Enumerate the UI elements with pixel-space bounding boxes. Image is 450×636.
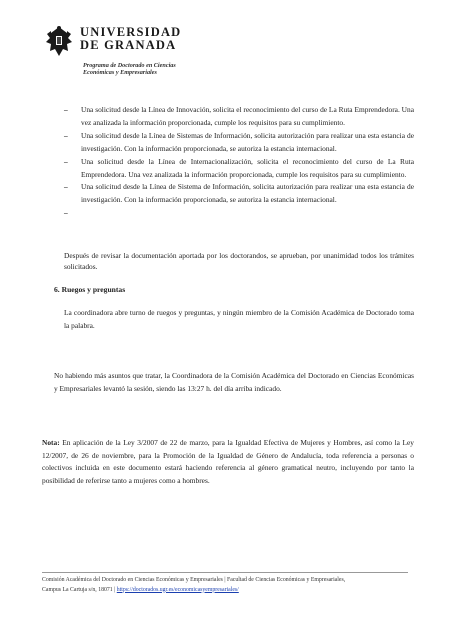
section-title: 6. Ruegos y preguntas xyxy=(54,285,126,294)
university-crest-icon xyxy=(42,24,76,62)
note-label: Nota: xyxy=(42,438,60,447)
footer xyxy=(42,576,422,595)
closing-statement: No habiendo más asuntos que tratar, la Coordinadora de la Comisión Académica del Doctorado en Ciencias Económicas y Empresariales levantó la sesión, siendo las 13:27 h. del día arriba indicado. xyxy=(54,371,414,393)
list-item: – Una solicitud desde la Línea de Innovación, solicita el reconocimiento del curso de La Ruta Emprendedora. Una vez analizada la información proporcionada, cumple los requisitos para su cumplimiento. xyxy=(64,105,414,127)
list-item: – xyxy=(64,208,68,218)
footer-line-1: Comisión Académica del Doctorado en Ciencias Económicas y Empresariales | Facultad de Ciencias Económicas y Empresariales, xyxy=(42,577,346,583)
footer-line-2: Campus La Cartuja s/n, 18071 | https://doctorados.ugr.es/economicasyempresariales/ xyxy=(42,586,239,593)
closing-paragraph: Después de revisar la documentación aportada por los doctorandos, se aprueban, por unanimidad todos los trámites solicitados. xyxy=(64,251,414,271)
list-item: – Una solicitud desde la Línea de Sistema de Información, solicita autorización para realizar una esta estancia de investigación. Con la información proporcionada, se autoriza la estancia internacional. xyxy=(64,182,414,205)
list-item: – Una solicitud desde la Línea de Internacionalización, solicita el reconocimiento del curso de La Ruta Emprendedora. Una vez analizada la información proporcionada, cumple los requisitos para su cumplimiento. xyxy=(64,156,414,179)
footer-divider xyxy=(42,572,408,573)
list-item: – Una solicitud desde la Línea de Sistemas de Información, solicita autorización para realizar una esta estancia de investigación. Con la información proporcionada, se autoriza la estancia internacional. xyxy=(64,130,414,153)
program-name: Programa de Doctorado en Ciencias Económicas y Empresariales xyxy=(83,62,176,76)
university-name: UNIVERSIDAD DE GRANADA xyxy=(80,25,182,52)
gender-note xyxy=(42,437,414,487)
request-list xyxy=(64,104,414,217)
footer-link[interactable]: https://doctorados.ugr.es/economicasyempresariales/ xyxy=(116,586,239,593)
note-text: En aplicación de la Ley 3/2007 de 22 de marzo, para la Igualdad Efectiva de Mujeres y Hombres, así como la Ley 12/2007, de 26 de noviembre, para la Promoción de la Igualdad de Género de Andalucía, toda referencia a personas o colectivos incluida en este documento estará haciendo referencia al género gramatical neutro, incluyendo por tanto la posibilidad de referirse tanto a mujeres como a hombres. xyxy=(42,438,414,485)
section-paragraph: La coordinadora abre turno de ruegos y preguntas, y ningún miembro de la Comisión Académica de Doctorado toma la palabra. xyxy=(64,308,414,330)
